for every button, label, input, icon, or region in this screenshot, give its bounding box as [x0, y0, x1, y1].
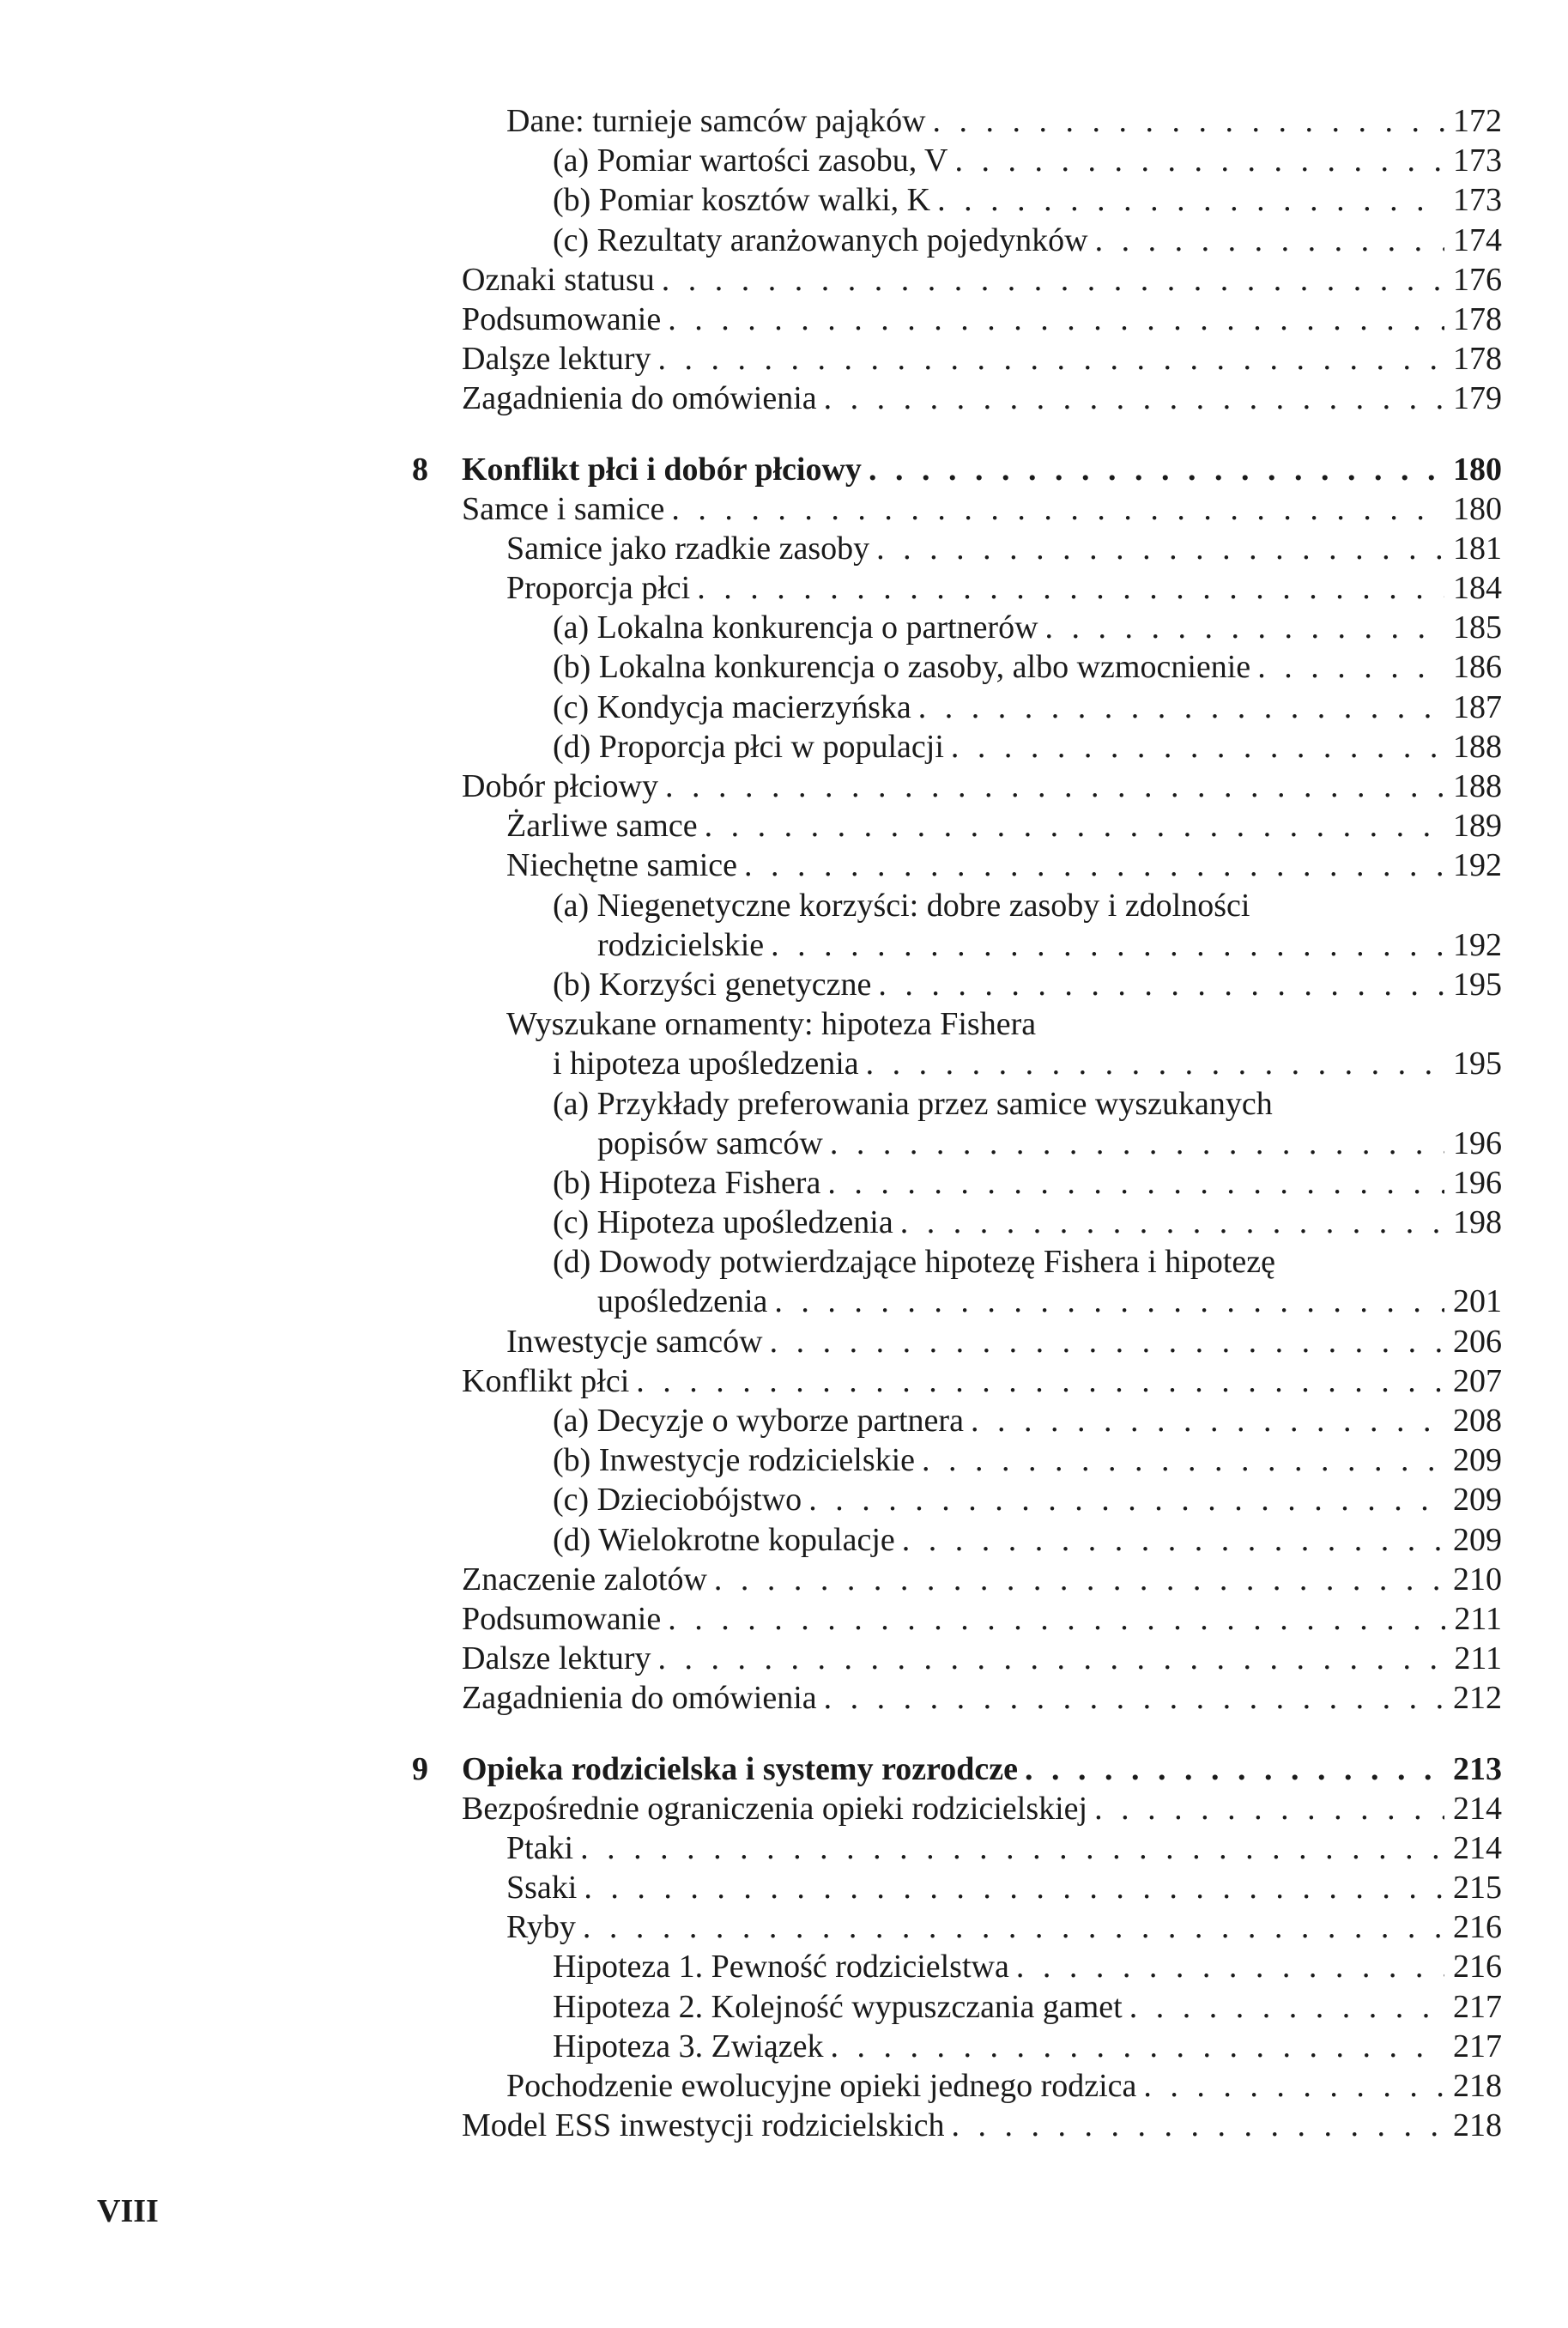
dot-leader [823, 2027, 1444, 2066]
entry-title: Inwestycje samców [506, 1323, 763, 1360]
toc-entry [419, 1044, 1502, 1083]
dot-leader [629, 1361, 1444, 1401]
toc-entry [419, 339, 1502, 379]
toc-entry [419, 1678, 1502, 1718]
toc-entry [419, 1560, 1502, 1599]
entry-title: (a) Pomiar wartości zasobu, V [553, 142, 948, 179]
entry-page-number: 187 [1453, 688, 1502, 725]
dot-leader [576, 1907, 1444, 1947]
entry-title: (b) Korzyści genetyczne [553, 966, 872, 1003]
entry-title: Dalsze lektury [462, 1640, 651, 1677]
entry-title: Samce i samice [462, 490, 665, 527]
toc-entry [419, 688, 1502, 727]
entry-page-number: 196 [1453, 1125, 1502, 1161]
entry-page-number: 207 [1453, 1362, 1502, 1399]
entry-page-number: 181 [1453, 530, 1502, 567]
toc-entry [419, 1401, 1502, 1440]
dot-leader [698, 806, 1444, 846]
dot-leader [930, 180, 1444, 220]
toc-entry [419, 1987, 1502, 2027]
entry-page-number: 176 [1453, 261, 1502, 298]
dot-leader [869, 529, 1444, 568]
dot-leader [1250, 647, 1444, 687]
chapter-entry [412, 450, 1502, 489]
entry-title: (d) Wielokrotne kopulacje [553, 1521, 895, 1558]
dot-leader [577, 1868, 1444, 1907]
entry-page-number: 210 [1453, 1561, 1502, 1597]
dot-leader [651, 339, 1444, 379]
entry-title: Podsumowanie [462, 1600, 662, 1637]
toc-entry [419, 965, 1502, 1004]
table-of-contents [412, 101, 1502, 2145]
toc-entry [419, 727, 1502, 767]
entry-title: i hipoteza upośledzenia [553, 1046, 859, 1082]
entry-title: (b) Hipoteza Fishera [553, 1164, 821, 1201]
entry-title: Hipoteza 3. Związek [553, 2028, 824, 2064]
entry-title: (b) Pomiar kosztów walki, K [553, 182, 931, 219]
entry-page-number: 178 [1453, 341, 1502, 378]
toc-entry [419, 886, 1502, 925]
entry-title: Ptaki [506, 1829, 574, 1866]
entry-page-number: 188 [1453, 768, 1502, 804]
dot-leader [871, 965, 1444, 1004]
entry-title: Model ESS inwestycji rodzicielskich [462, 2107, 945, 2144]
dot-leader [820, 1163, 1444, 1203]
toc-entry [419, 1124, 1502, 1163]
toc-entry [419, 1084, 1502, 1124]
toc-entry [419, 608, 1502, 647]
toc-entry [419, 1520, 1502, 1560]
toc-entry [419, 1828, 1502, 1868]
toc-entry [419, 2027, 1502, 2066]
entry-page-number: 209 [1453, 1442, 1502, 1479]
dot-leader [1123, 1987, 1444, 2027]
entry-page-number: 209 [1453, 1482, 1502, 1519]
toc-entry [419, 568, 1502, 608]
entry-page-number: 215 [1453, 1870, 1502, 1907]
toc-entry [419, 767, 1502, 806]
toc-entry [419, 1599, 1502, 1639]
entry-title: Samice jako rzadkie zasoby [506, 530, 870, 567]
entry-title: Zagadnienia do omówienia [462, 1680, 817, 1717]
entry-page-number: 213 [1453, 1750, 1502, 1787]
entry-title: Niechętne samice [506, 847, 738, 884]
chapter-number: 8 [412, 451, 428, 488]
entry-page-number: 195 [1453, 1046, 1502, 1082]
toc-entry [419, 1907, 1502, 1947]
dot-leader [893, 1203, 1444, 1242]
entry-title: (c) Rezultaty aranżowanych pojedynków [553, 221, 1088, 258]
entry-page-number: 178 [1453, 300, 1502, 337]
entry-title: Pochodzenie ewolucyjne opieki jednego rodzica [506, 2068, 1137, 2104]
page-number: VIII [97, 2193, 159, 2229]
dot-leader [1087, 1789, 1444, 1828]
entry-page-number: 192 [1453, 847, 1502, 884]
dot-leader [817, 379, 1444, 418]
entry-title: Oznaki statusu [462, 261, 655, 298]
toc-entry [419, 1639, 1502, 1678]
dot-leader [944, 727, 1444, 767]
entry-title: (a) Decyzje o wyborze partnera [553, 1403, 964, 1439]
entry-title: Konflikt płci [462, 1362, 630, 1399]
dot-leader [964, 1401, 1444, 1440]
toc-entry [419, 180, 1502, 220]
entry-page-number: 211 [1454, 1640, 1502, 1677]
toc-entry [419, 1480, 1502, 1519]
dot-leader [707, 1560, 1444, 1599]
entry-title: (b) Lokalna konkurencja o zasoby, albo wzmocnienie [553, 649, 1251, 686]
entry-page-number: 195 [1453, 966, 1502, 1003]
entry-page-number: 173 [1453, 142, 1502, 179]
entry-title: (c) Hipoteza upośledzenia [553, 1204, 893, 1241]
entry-title: (a) Przykłady preferowania przez samice wyszukanych [553, 1085, 1273, 1122]
entry-title: popisów samców [597, 1125, 823, 1161]
dot-leader [651, 1639, 1445, 1678]
entry-title: Wyszukane ornamenty: hipoteza Fishera [506, 1006, 1037, 1043]
dot-leader [895, 1520, 1444, 1560]
toc-entry [419, 141, 1502, 180]
toc-entry [419, 300, 1502, 339]
entry-page-number: 217 [1453, 1988, 1502, 2025]
dot-leader [823, 1124, 1444, 1163]
entry-page-number: 186 [1453, 649, 1502, 686]
entry-page-number: 198 [1453, 1204, 1502, 1241]
toc-entry [419, 221, 1502, 260]
toc-entry [419, 1361, 1502, 1401]
toc-entry [419, 846, 1502, 885]
dot-leader [573, 1828, 1444, 1868]
toc-entry [419, 1868, 1502, 1907]
entry-title: Hipoteza 2. Kolejność wypuszczania gamet [553, 1988, 1123, 2025]
dot-leader [945, 2106, 1444, 2145]
entry-title: (d) Dowody potwierdzające hipotezę Fishera i hipotezę [553, 1244, 1276, 1281]
entry-page-number: 188 [1453, 728, 1502, 765]
dot-leader [859, 1044, 1444, 1083]
dot-leader [1018, 1749, 1444, 1789]
dot-leader [767, 1282, 1444, 1321]
toc-entry [419, 1004, 1502, 1044]
entry-title: Znaczenie zalotów [462, 1561, 707, 1597]
entry-page-number: 172 [1453, 103, 1502, 139]
toc-entry [419, 647, 1502, 687]
chapter-entry [412, 1749, 1502, 1789]
toc-entry [419, 1163, 1502, 1203]
entry-page-number: 201 [1453, 1283, 1502, 1320]
entry-page-number: 216 [1453, 1949, 1502, 1985]
dot-leader [655, 260, 1444, 300]
entry-title: Ryby [506, 1909, 576, 1946]
dot-leader [862, 450, 1444, 489]
dot-leader [1038, 608, 1444, 647]
entry-page-number: 173 [1453, 182, 1502, 219]
entry-title: Dalşze lektury [462, 341, 651, 378]
dot-leader [947, 141, 1444, 180]
toc-entry [419, 1203, 1502, 1242]
entry-title: Bezpośrednie ograniczenia opieki rodzicielskiej [462, 1790, 1088, 1827]
entry-page-number: 218 [1453, 2068, 1502, 2104]
dot-leader [926, 101, 1444, 141]
entry-page-number: 189 [1453, 808, 1502, 845]
entry-title: (b) Inwestycje rodzicielskie [553, 1442, 916, 1479]
entry-page-number: 217 [1453, 2028, 1502, 2064]
entry-title: Opieka rodzicielska i systemy rozrodcze [462, 1750, 1019, 1787]
dot-leader [763, 1322, 1444, 1361]
dot-leader [1088, 221, 1444, 260]
entry-page-number: 196 [1453, 1164, 1502, 1201]
entry-title: (c) Dzieciobójstwo [553, 1482, 802, 1519]
entry-page-number: 180 [1453, 451, 1502, 488]
entry-title: rodzicielskie [597, 926, 765, 963]
entry-page-number: 209 [1453, 1521, 1502, 1558]
dot-leader [661, 300, 1444, 339]
entry-page-number: 180 [1453, 490, 1502, 527]
entry-page-number: 218 [1453, 2107, 1502, 2144]
entry-page-number: 174 [1453, 221, 1502, 258]
dot-leader [658, 767, 1444, 806]
toc-entry [419, 1282, 1502, 1321]
toc-entry [419, 806, 1502, 846]
entry-page-number: 185 [1453, 609, 1502, 646]
entry-title: Dobór płciowy [462, 768, 659, 804]
entry-page-number: 208 [1453, 1403, 1502, 1439]
entry-title: Hipoteza 1. Pewność rodzicielstwa [553, 1949, 1009, 1985]
dot-leader [664, 489, 1444, 529]
entry-page-number: 184 [1453, 570, 1502, 607]
toc-entry [419, 925, 1502, 965]
dot-leader [737, 846, 1444, 885]
dot-leader [1009, 1947, 1444, 1986]
entry-page-number: 211 [1454, 1600, 1502, 1637]
entry-title: (c) Kondycja macierzyńska [553, 688, 911, 725]
entry-title: Ssaki [506, 1870, 578, 1907]
entry-title: Dane: turnieje samców pająków [506, 103, 926, 139]
entry-page-number: 192 [1453, 926, 1502, 963]
entry-page-number: 212 [1453, 1680, 1502, 1717]
toc-entry [419, 1242, 1502, 1282]
dot-leader [1136, 2066, 1444, 2106]
dot-leader [764, 925, 1444, 965]
entry-page-number: 216 [1453, 1909, 1502, 1946]
entry-page-number: 206 [1453, 1323, 1502, 1360]
dot-leader [661, 1599, 1445, 1639]
chapter-number: 9 [412, 1750, 428, 1787]
entry-title: (d) Proporcja płci w populacji [553, 728, 944, 765]
toc-entry [419, 489, 1502, 529]
toc-entry [419, 379, 1502, 418]
toc-entry [419, 260, 1502, 300]
entry-page-number: 214 [1453, 1829, 1502, 1866]
toc-entry [419, 2106, 1502, 2145]
entry-title: Żarliwe samce [506, 808, 698, 845]
entry-page-number: 179 [1453, 380, 1502, 417]
toc-entry [419, 1322, 1502, 1361]
entry-page-number: 214 [1453, 1790, 1502, 1827]
entry-title: Konflikt płci i dobór płciowy [462, 451, 862, 488]
dot-leader [817, 1678, 1444, 1718]
entry-title: Proporcja płci [506, 570, 691, 607]
dot-leader [690, 568, 1444, 608]
toc-entry [419, 2066, 1502, 2106]
dot-leader [911, 688, 1444, 727]
entry-title: (a) Lokalna konkurencja o partnerów [553, 609, 1038, 646]
toc-entry [419, 1440, 1502, 1480]
entry-title: (a) Niegenetyczne korzyści: dobre zasoby i zdolności [553, 887, 1250, 924]
entry-title: upośledzenia [597, 1283, 768, 1320]
toc-entry [419, 1947, 1502, 1986]
toc-entry [419, 529, 1502, 568]
toc-entry [419, 101, 1502, 141]
dot-leader [915, 1440, 1444, 1480]
entry-title: Podsumowanie [462, 300, 662, 337]
dot-leader [802, 1480, 1444, 1519]
entry-title: Zagadnienia do omówienia [462, 380, 817, 417]
toc-entry [419, 1789, 1502, 1828]
